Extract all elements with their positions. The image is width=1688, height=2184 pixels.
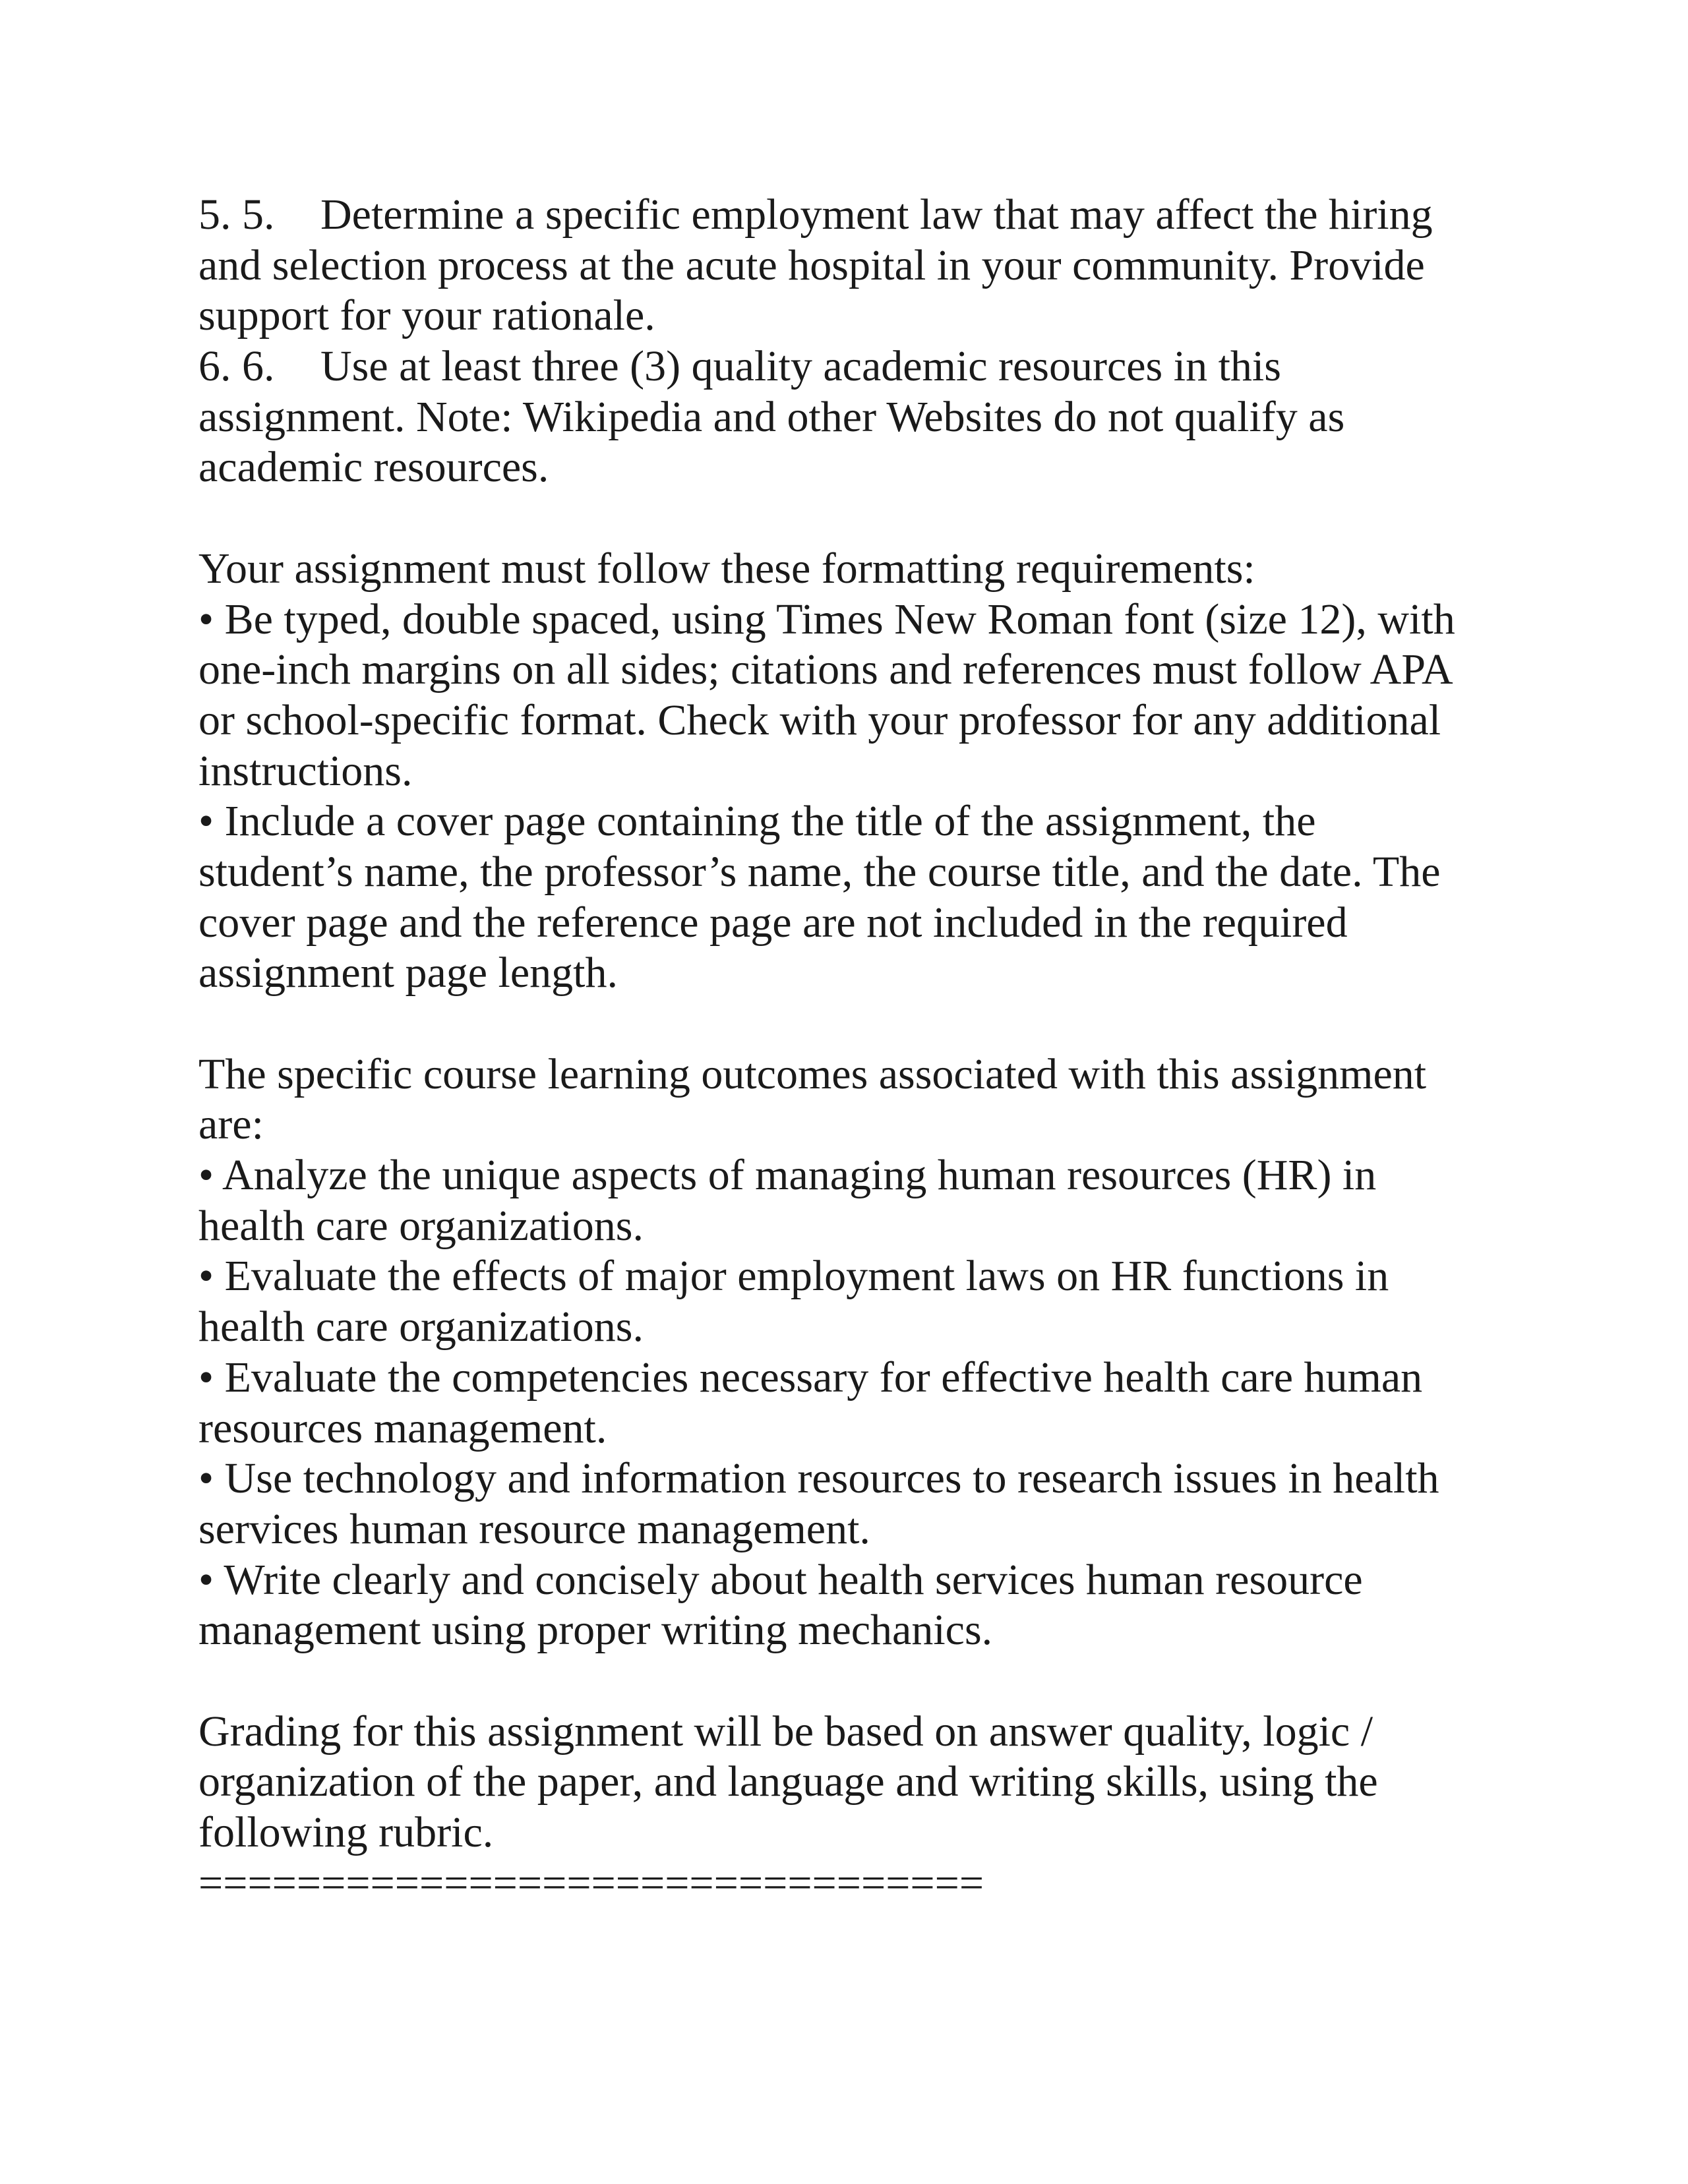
outcome-bullet-2: • Evaluate the effects of major employment laws on HR functions in health care organizations. bbox=[198, 1252, 1389, 1351]
item-5-line-1: 5. 5. Determine a specific employment law that may affect the hiring bbox=[198, 190, 1688, 241]
item-6-number: 6. 6. bbox=[198, 342, 275, 391]
outcome-bullet-5: • Write clearly and concisely about health services human resource management using proper writing mechanics. bbox=[198, 1555, 1363, 1655]
item-6-line-1: 6. 6. Use at least three (3) quality academic resources in this bbox=[198, 341, 1688, 392]
outcome-bullet-4: • Use technology and information resources to research issues in health services human resource management. bbox=[198, 1454, 1439, 1553]
numbered-item-6 bbox=[198, 341, 1688, 493]
separator-rule: ================================ bbox=[198, 1858, 984, 1907]
paragraph-gap bbox=[198, 493, 1688, 544]
outcome-bullet-3: • Evaluate the competencies necessary for effective health care human resources management. bbox=[198, 1353, 1423, 1452]
item-5-line-2: and selection process at the acute hospital in your community. Provide bbox=[198, 241, 1425, 289]
item-6-line-3: academic resources. bbox=[198, 443, 549, 492]
paragraph-gap bbox=[198, 999, 1688, 1049]
grading-line-3: following rubric. bbox=[198, 1808, 494, 1856]
formatting-heading: Your assignment must follow these formatting requirements: bbox=[198, 544, 1255, 593]
grading-section bbox=[198, 1707, 1688, 1909]
item-5-line-3: support for your rationale. bbox=[198, 291, 655, 340]
outcome-bullet-1: • Analyze the unique aspects of managing human resources (HR) in health care organizations. bbox=[198, 1151, 1377, 1250]
formatting-bullet-2: • Include a cover page containing the title of the assignment, the student’s name, the professor’s name, the course title, and the date. The cover page and the reference page are not included in the required assignment page length. bbox=[198, 797, 1441, 997]
outcomes-heading-line-2: are: bbox=[198, 1100, 264, 1149]
item-6-line-2: assignment. Note: Wikipedia and other Websites do not qualify as bbox=[198, 392, 1345, 441]
outcomes-section bbox=[198, 1049, 1688, 1656]
item-5-number: 5. 5. bbox=[198, 191, 275, 239]
paragraph-gap bbox=[198, 1656, 1688, 1707]
formatting-bullet-1: • Be typed, double spaced, using Times New Roman font (size 12), with one-inch margins on all sides; citations and references must follow APA or school-specific format. Check with your professor for any additional instructions. bbox=[198, 595, 1455, 795]
grading-line-1: Grading for this assignment will be based on answer quality, logic / bbox=[198, 1707, 1373, 1756]
numbered-item-5 bbox=[198, 190, 1688, 341]
grading-line-2: organization of the paper, and language and writing skills, using the bbox=[198, 1757, 1378, 1806]
outcomes-heading-line-1: The specific course learning outcomes associated with this assignment bbox=[198, 1049, 1427, 1098]
document-body bbox=[198, 190, 1688, 1908]
formatting-section bbox=[198, 544, 1688, 999]
